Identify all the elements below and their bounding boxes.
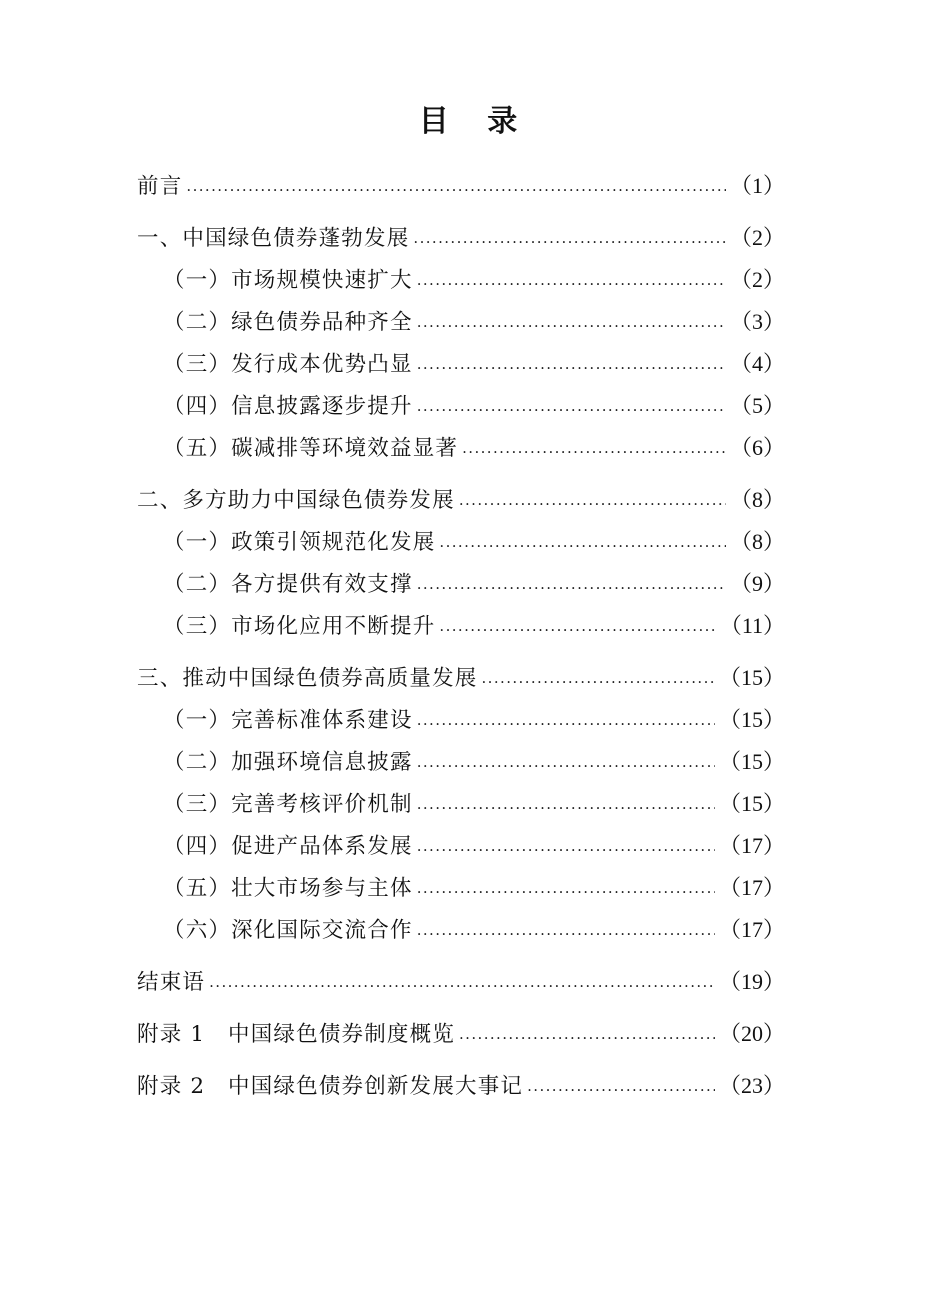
toc-entry-page: （20） (718, 1021, 785, 1046)
toc-entry-section-3-6[interactable] (137, 909, 785, 951)
toc-entry-label: （二）绿色债券品种齐全 (163, 310, 413, 335)
toc-entry-page: （8） (729, 529, 785, 554)
toc-entry-page: （9） (729, 571, 785, 596)
toc-entry-page: （15） (718, 749, 785, 774)
toc-entry-page: （2） (729, 267, 785, 292)
toc-title: 目 录 (418, 104, 532, 139)
toc-entry-label: （三）市场化应用不断提升 (163, 614, 436, 639)
dot-leader (459, 1021, 715, 1043)
dot-leader (417, 875, 715, 897)
toc-entry-page: （4） (729, 351, 785, 376)
toc-entry-page: （15） (718, 665, 785, 690)
dot-leader (417, 309, 726, 331)
toc-entry-label: 附录 1 中国绿色债券制度概览 (137, 1022, 456, 1047)
toc-entry-page: （17） (718, 917, 785, 942)
toc-entry-label: （一）市场规模快速扩大 (163, 268, 413, 293)
toc-entry-label: （六）深化国际交流合作 (163, 918, 413, 943)
toc-entry-label: 二、多方助力中国绿色债券发展 (137, 488, 455, 513)
dot-leader (439, 613, 715, 635)
toc-entry-conclusion[interactable] (137, 961, 785, 1003)
toc-entry-appendix-1[interactable] (137, 1013, 785, 1055)
toc-entry-label: （一）完善标准体系建设 (163, 708, 413, 733)
toc-entry-page: （2） (729, 225, 785, 250)
toc-entry-label: （一）政策引领规范化发展 (163, 530, 436, 555)
dot-leader (209, 969, 715, 991)
toc-entry-label: （二）各方提供有效支撑 (163, 572, 413, 597)
dot-leader (439, 529, 726, 551)
dot-leader (417, 351, 726, 373)
toc-entry-label: 三、推动中国绿色债券高质量发展 (137, 666, 478, 691)
toc-entry-section-1-1[interactable] (137, 259, 785, 301)
toc-entry-chapter-2[interactable] (137, 479, 785, 521)
toc-entry-section-1-4[interactable] (137, 385, 785, 427)
dot-leader (417, 393, 726, 415)
toc-entry-section-1-5[interactable] (137, 427, 785, 469)
toc-entry-label: （四）信息披露逐步提升 (163, 394, 413, 419)
toc-entry-section-2-2[interactable] (137, 563, 785, 605)
toc-entry-section-3-1[interactable] (137, 699, 785, 741)
toc-entry-label: （四）促进产品体系发展 (163, 834, 413, 859)
toc-entry-page: （23） (718, 1073, 785, 1098)
toc-entry-page: （17） (718, 833, 785, 858)
toc-entry-page: （5） (729, 393, 785, 418)
toc-entry-page: （3） (729, 309, 785, 334)
toc-entry-section-2-1[interactable] (137, 521, 785, 563)
toc-entry-chapter-1[interactable] (137, 217, 785, 259)
toc-entry-section-3-3[interactable] (137, 783, 785, 825)
toc-entry-section-3-4[interactable] (137, 825, 785, 867)
dot-leader (417, 267, 726, 289)
toc-entry-section-1-3[interactable] (137, 343, 785, 385)
toc-entry-section-3-5[interactable] (137, 867, 785, 909)
toc-entry-page: （1） (729, 173, 785, 198)
toc-entry-label: （五）壮大市场参与主体 (163, 876, 413, 901)
dot-leader (482, 665, 715, 687)
toc-entry-label: （三）发行成本优势凸显 (163, 352, 413, 377)
toc-list (137, 165, 785, 1107)
toc-entry-label: （二）加强环境信息披露 (163, 750, 413, 775)
dot-leader (417, 917, 715, 939)
toc-entry-page: （11） (719, 613, 785, 638)
dot-leader (527, 1073, 715, 1095)
toc-entry-preface[interactable] (137, 165, 785, 207)
toc-entry-page: （6） (729, 435, 785, 460)
dot-leader (413, 225, 726, 247)
toc-entry-page: （15） (718, 707, 785, 732)
toc-entry-label: 一、中国绿色债券蓬勃发展 (137, 226, 410, 251)
toc-entry-label: （五）碳减排等环境效益显著 (163, 436, 459, 461)
toc-entry-label: （三）完善考核评价机制 (163, 792, 413, 817)
toc-entry-page: （19） (718, 969, 785, 994)
toc-entry-page: （8） (729, 487, 785, 512)
dot-leader (417, 571, 726, 593)
toc-entry-section-3-2[interactable] (137, 741, 785, 783)
toc-entry-page: （17） (718, 875, 785, 900)
dot-leader (459, 487, 726, 509)
dot-leader (417, 749, 715, 771)
toc-entry-label: 结束语 (137, 970, 206, 995)
dot-leader (417, 833, 715, 855)
dot-leader (462, 435, 726, 457)
toc-entry-section-1-2[interactable] (137, 301, 785, 343)
dot-leader (186, 173, 726, 195)
dot-leader (417, 791, 715, 813)
toc-entry-section-2-3[interactable] (137, 605, 785, 647)
toc-entry-page: （15） (718, 791, 785, 816)
toc-entry-appendix-2[interactable] (137, 1065, 785, 1107)
toc-entry-label: 附录 2 中国绿色债券创新发展大事记 (137, 1074, 524, 1099)
dot-leader (417, 707, 715, 729)
toc-entry-label: 前言 (137, 174, 183, 199)
toc-entry-chapter-3[interactable] (137, 657, 785, 699)
